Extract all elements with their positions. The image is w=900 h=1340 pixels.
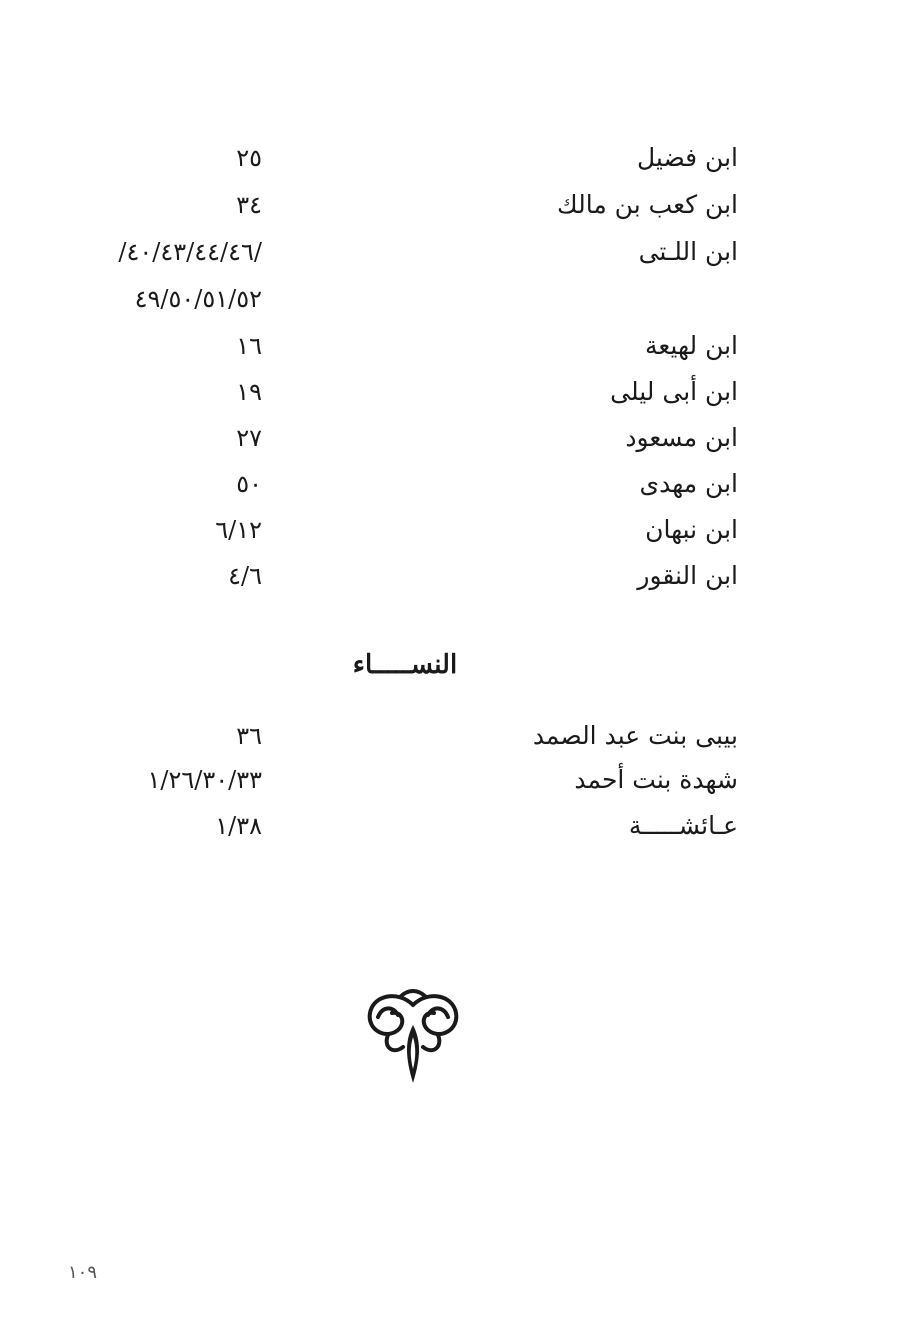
entry-ref: ٦/١٢ (215, 516, 262, 544)
entry-ref: ١/٢٦/٣٠/٣٣ (147, 766, 262, 794)
entry-name: عـائشـــــة (628, 811, 738, 840)
entry-ref: ١٦ (236, 332, 262, 360)
index-entry (0, 510, 900, 550)
index-entry (0, 464, 900, 504)
index-entry (0, 716, 900, 756)
entry-name: ابن لهيعة (644, 331, 738, 360)
entry-ref: ٢٥ (236, 144, 262, 172)
entry-ref: ٤/٦ (228, 562, 262, 590)
entry-name: ابن اللـتى (638, 237, 738, 266)
entry-name: ابن أبى ليلى (610, 377, 738, 406)
entry-ref: /٤٠/٤٣/٤٤/٤٦/ (118, 238, 262, 266)
index-entry (0, 326, 900, 366)
entry-ref: ١٩ (236, 378, 262, 406)
entry-name: ابن فضيل (637, 143, 738, 172)
entry-ref: ٣٤ (236, 191, 262, 219)
floral-knot-ornament-icon (358, 985, 468, 1090)
entry-name: ابن نبهان (645, 515, 738, 544)
index-entry (0, 232, 900, 272)
entry-name: شهدة بنت أحمد (574, 765, 738, 794)
entry-ref: ٤٩/٥٠/٥١/٥٢ (134, 285, 262, 313)
index-entry (0, 418, 900, 458)
index-entry (0, 279, 900, 319)
entry-ref: ٢٧ (236, 424, 262, 452)
section-heading: النســـــاء (352, 650, 458, 680)
page-number: ١٠٩ (68, 1262, 98, 1283)
entry-ref: ٥٠ (236, 470, 262, 498)
index-entry (0, 806, 900, 846)
entry-name: ابن كعب بن مالك (557, 190, 738, 219)
entry-name: بيبى بنت عبد الصمد (532, 721, 738, 750)
index-entry (0, 556, 900, 596)
entry-ref: ١/٣٨ (215, 812, 262, 840)
index-entry (0, 372, 900, 412)
entry-name: ابن مهدى (639, 469, 738, 498)
entry-name: ابن مسعود (625, 423, 738, 452)
index-entry (0, 185, 900, 225)
index-entry (0, 138, 900, 178)
index-entry (0, 760, 900, 800)
entry-name: ابن النقور (637, 561, 738, 590)
entry-ref: ٣٦ (236, 722, 262, 750)
